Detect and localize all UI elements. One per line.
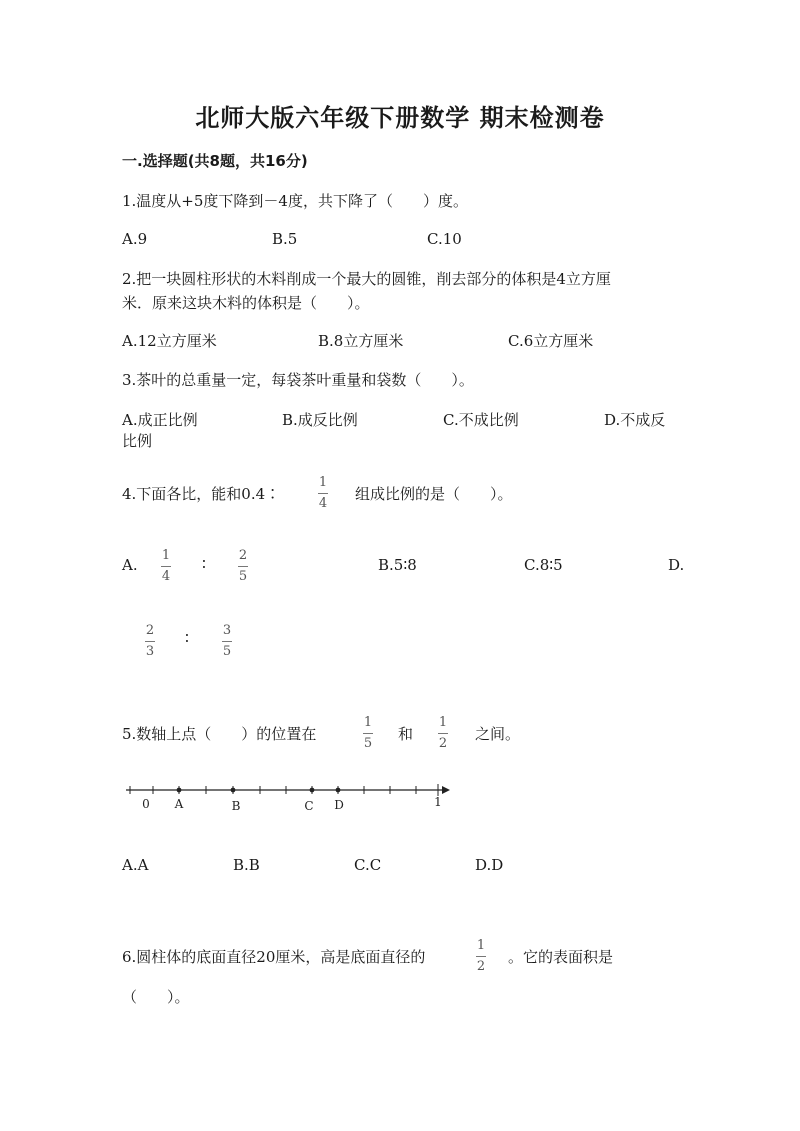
q3-option-d: D.不成反	[604, 411, 666, 429]
q4-option-d-frac1	[145, 624, 155, 659]
question-6-prefix: 6.圆柱体的底面直径20厘米，高是底面直径的	[122, 948, 426, 966]
section-heading: 一.选择题(共8题，共16分)	[122, 152, 308, 170]
question-4-suffix: 组成比例的是（ ）。	[355, 485, 513, 503]
frac-den: 5	[363, 736, 373, 751]
fraction-bar	[238, 566, 248, 567]
frac-num: 2	[238, 548, 248, 563]
fraction-bar	[161, 566, 171, 567]
axis-label-c: C	[304, 799, 314, 813]
page-title: 北师大版六年级下册数学 期末检测卷	[195, 104, 605, 132]
frac-den: 2	[438, 736, 448, 751]
q2-option-b: B.8立方厘米	[318, 332, 404, 350]
q4-fraction	[318, 476, 328, 511]
q3-option-a: A.成正比例	[122, 411, 198, 429]
q2-option-c: C.6立方厘米	[508, 332, 594, 350]
frac-num: 3	[222, 623, 232, 638]
point-d	[336, 788, 341, 793]
frac-num: 1	[363, 715, 373, 730]
fraction-bar	[222, 641, 232, 642]
question-5-suffix: 之间。	[475, 725, 521, 743]
q4-option-d-frac2	[222, 624, 232, 659]
frac-den: 2	[476, 959, 486, 974]
question-4-prefix: 4.下面各比，能和0.4∶	[122, 485, 281, 503]
fraction-bar	[363, 733, 373, 734]
frac-num: 1	[438, 715, 448, 730]
question-5-prefix: 5.数轴上点（ ）的位置在	[122, 725, 317, 743]
frac-den: 3	[145, 644, 155, 659]
q3-option-c: C.不成比例	[443, 411, 519, 429]
frac-num: 1	[161, 548, 171, 563]
frac-num: 2	[145, 623, 155, 638]
number-line-arrow	[442, 786, 450, 794]
question-2-line1: 2.把一块圆柱形状的木料削成一个最大的圆锥，削去部分的体积是4立方厘	[122, 270, 611, 288]
axis-label-b: B	[231, 799, 241, 813]
q4-fraction-den: 4	[318, 496, 328, 511]
q4-option-c: C.8∶5	[524, 556, 563, 574]
q3-option-b: B.成反比例	[282, 411, 358, 429]
q1-option-a: A.9	[122, 230, 148, 248]
question-3-text: 3.茶叶的总重量一定，每袋茶叶重量和袋数（ ）。	[122, 371, 474, 389]
q4-option-b: B.5∶8	[378, 556, 417, 574]
fraction-bar	[438, 733, 448, 734]
q4-option-a-label: A.	[122, 556, 138, 574]
fraction-bar	[145, 641, 155, 642]
q5-mid-text: 和	[398, 725, 414, 743]
q4-option-a-frac2	[238, 549, 248, 584]
frac-num: 1	[476, 938, 486, 953]
q5-fraction-2	[438, 716, 448, 751]
fraction-bar	[476, 956, 486, 957]
q5-option-c: C.C	[354, 856, 382, 874]
q4-option-d-label: D.	[668, 556, 685, 574]
frac-den: 4	[161, 569, 171, 584]
question-6-suffix: 。它的表面积是	[508, 948, 614, 966]
q4-option-a-colon: ∶	[202, 555, 206, 573]
question-1-text: 1.温度从+5度下降到－4度，共下降了（ ）度。	[122, 192, 468, 210]
q2-option-a: A.12立方厘米	[122, 332, 217, 350]
axis-label-a: A	[174, 797, 184, 811]
question-2-line2: 米．原来这块木料的体积是（ ）。	[122, 294, 370, 312]
point-b	[231, 788, 236, 793]
axis-label-d: D	[334, 798, 344, 812]
q4-option-d-colon: ∶	[185, 629, 189, 647]
q4-fraction-num: 1	[318, 475, 328, 490]
q5-option-d: D.D	[475, 856, 504, 874]
q1-option-b: B.5	[272, 230, 298, 248]
q5-option-a: A.A	[122, 856, 149, 874]
frac-den: 5	[222, 644, 232, 659]
point-a	[177, 788, 182, 793]
q5-fraction-1	[363, 716, 373, 751]
question-6-line2: （ ）。	[122, 988, 190, 1006]
q4-option-a-frac1	[161, 549, 171, 584]
axis-label-1: 1	[434, 795, 442, 809]
number-line-diagram	[120, 776, 460, 826]
point-c	[310, 788, 315, 793]
frac-den: 5	[238, 569, 248, 584]
axis-label-0: 0	[142, 797, 150, 811]
q3-option-d-wrap: 比例	[122, 432, 153, 450]
fraction-bar	[318, 493, 328, 494]
q6-fraction	[476, 939, 486, 974]
q5-option-b: B.B	[233, 856, 260, 874]
q1-option-c: C.10	[427, 230, 462, 248]
